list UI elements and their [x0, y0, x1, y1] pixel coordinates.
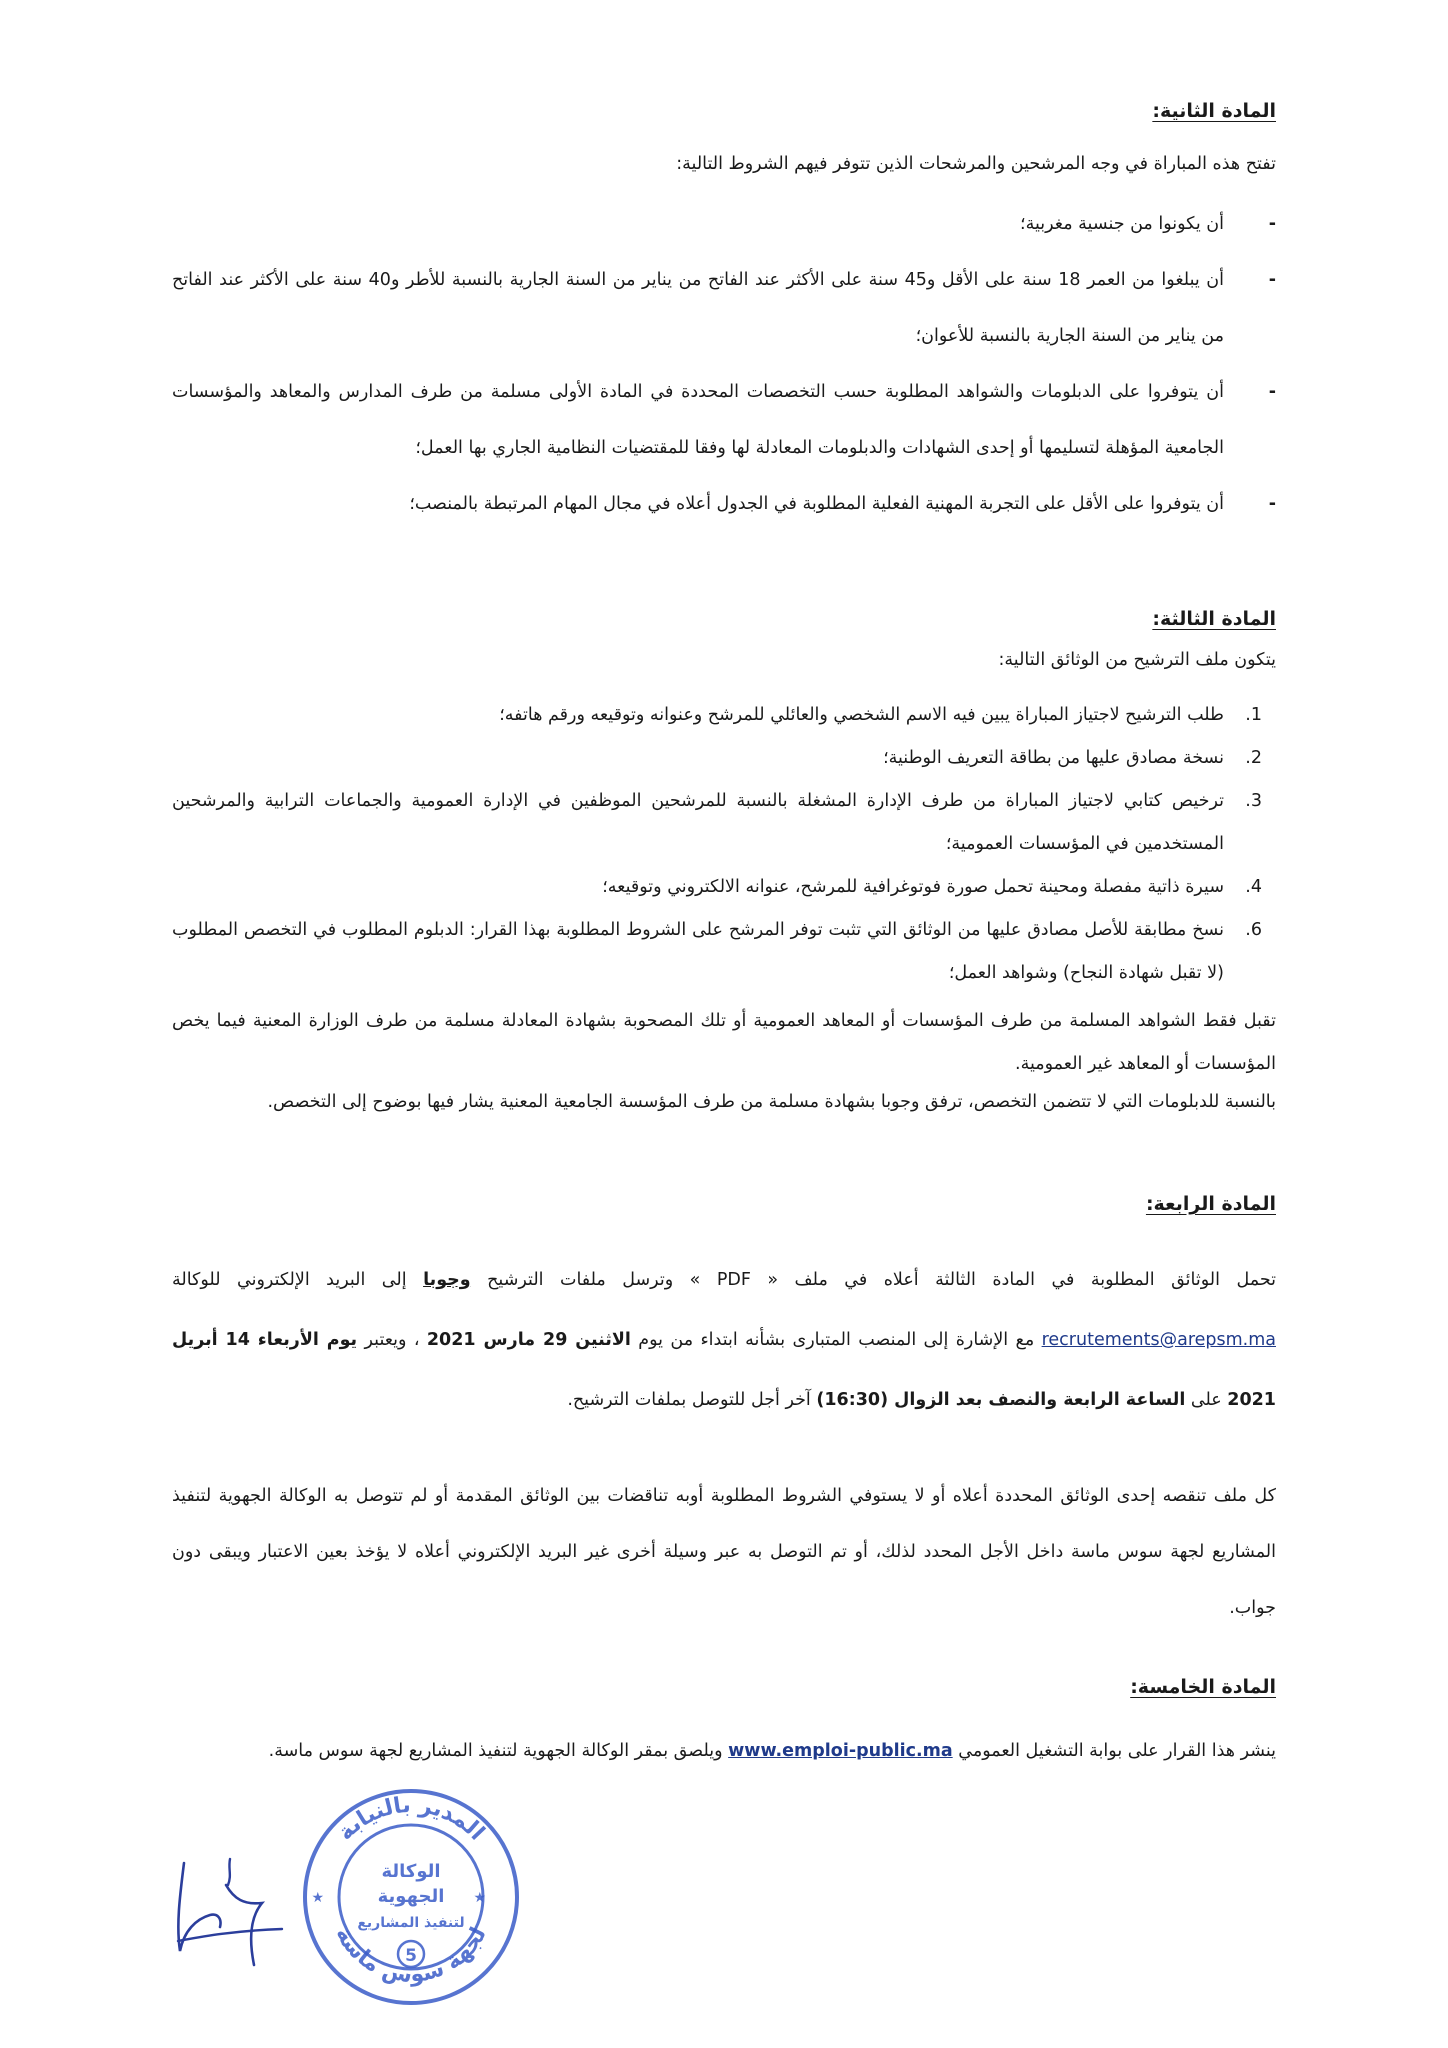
article-5-body: ينشر هذا القرار على بوابة التشغيل العمومي www.emploi-public.ma ويلصق بمقر الوكالة الجهوية لتنفيذ المشاريع لجهة سوس ماسة.: [268, 1741, 1276, 1761]
svg-text:5: 5: [405, 1946, 417, 1966]
svg-text:★: ★: [473, 1890, 486, 1906]
article-4-rejection: كل ملف تنقصه إحدى الوثائق المحددة أعلاه أو لا يستوفي الشروط المطلوبة أوبه تناقضات بين الوثائق المقدمة أو لم تتوصل به الوكالة الجهوية لتنفيذ المشاريع لجهة سوس ماسة داخل الأجل المحدد لذلك، أو تم التوصل به عبر وسيلة أخرى غير البريد الإلكتروني أعلاه لا يؤخذ بعين الاعتبار ويبقى دون جواب.: [172, 1486, 1276, 1618]
handwritten-signature: [170, 1855, 290, 1970]
article-2-title: المادة الثانية:: [1152, 100, 1276, 122]
condition-item: - أن يكونوا من جنسية مغربية؛: [172, 196, 1276, 252]
end-date: يوم الأربعاء 14 أبريل 2021: [172, 1330, 1276, 1410]
document-item: 2. نسخة مصادق عليها من بطاقة التعريف الوطنية؛: [883, 748, 1262, 768]
svg-text:★: ★: [311, 1890, 324, 1906]
svg-text:الجهوية: الجهوية: [377, 1886, 445, 1907]
document-item: 4. سيرة ذاتية مفصلة ومحينة تحمل صورة فوتوغرافية للمرشح، عنوانه الالكتروني وتوقيعه؛: [602, 877, 1262, 897]
svg-text:لجهة سوس ماسة: لجهة سوس ماسة: [330, 1923, 492, 1989]
condition-item: - أن يتوفروا على الأقل على التجربة المهنية الفعلية المطلوبة في الجدول أعلاه في مجال المهام المرتبطة بالمنصب؛: [172, 476, 1276, 532]
agency-stamp: [296, 1782, 526, 2012]
document-item: 6. نسخ مطابقة للأصل مصادق عليها من الوثائق التي تثبت توفر المرشح على الشروط المطلوبة بهذا القرار: الدبلوم المطلوب في التخصص المطلوب (لا تقبل شهادة النجاح) وشواهد العمل؛: [172, 920, 1262, 983]
condition-item: - أن يتوفروا على الدبلومات والشواهد المطلوبة حسب التخصصات المحددة في المادة الأولى مسلمة من طرف المدارس والمعاهد والمؤسسات الجامعية المؤهلة لتسليمها أو إحدى الشهادات والدبلومات المعادلة لها وفقا للمقتضيات النظامية الجاري بها العمل؛: [172, 364, 1276, 476]
svg-text:لتنفيذ المشاريع: لتنفيذ المشاريع: [357, 1915, 465, 1931]
article-5-title: المادة الخامسة:: [1130, 1676, 1276, 1698]
article-4-body: تحمل الوثائق المطلوبة في المادة الثالثة أعلاه في ملف « PDF » وترسل ملفات الترشيح وجوبا إلى البريد الإلكتروني للوكالة recrutements@arepsm.ma مع الإشارة إلى المنصب المتبارى بشأنه ابتداء من يوم الاثنين 29 مارس 2021 ، ويعتبر يوم الأربعاء 14 أبريل 2021 على الساعة الرابعة والنصف بعد الزوال (16:30) آخر أجل للتوصل بملفات الترشيح.: [172, 1270, 1276, 1410]
article-2-intro: تفتح هذه المباراة في وجه المرشحين والمرشحات الذين تتوفر فيهم الشروط التالية:: [676, 154, 1276, 174]
article-3-title: المادة الثالثة:: [1152, 608, 1276, 630]
svg-text:المدير بالنيابة: المدير بالنيابة: [333, 1792, 490, 1846]
article-3-note-specialty: بالنسبة للدبلومات التي لا تتضمن التخصص، ترفق وجوبا بشهادة مسلمة من طرف المؤسسة الجامعية المعنية يشار فيها بوضوح إلى التخصص.: [267, 1092, 1276, 1112]
document-item: 1. طلب الترشيح لاجتياز المباراة يبين فيه الاسم الشخصي والعائلي للمرشح وعنوانه وتوقيعه ورقم هاتفه؛: [499, 705, 1262, 725]
agency-email-link[interactable]: recrutements@arepsm.ma: [1041, 1330, 1276, 1350]
article-3-note-certificates: تقبل فقط الشواهد المسلمة من طرف المؤسسات أو المعاهد العمومية أو تلك المصحوبة بشهادة المعادلة مسلمة من طرف الوزارة المعنية فيما يخص المؤسسات أو المعاهد غير العمومية.: [172, 1011, 1276, 1074]
condition-item: - أن يبلغوا من العمر 18 سنة على الأقل و45 سنة على الأكثر عند الفاتح من يناير من السنة الجارية بالنسبة للأطر و40 سنة على الأكثر عند الفاتح من يناير من السنة الجارية بالنسبة للأعوان؛: [172, 252, 1276, 364]
emploi-public-link[interactable]: www.emploi-public.ma: [728, 1741, 953, 1761]
document-item: 3. ترخيص كتابي لاجتياز المباراة من طرف الإدارة المشغلة بالنسبة للمرشحين الموظفين في الإدارة العمومية والجماعات الترابية والمرشحين المستخدمين في المؤسسات العمومية؛: [172, 791, 1262, 854]
article-3-documents: [172, 694, 1276, 995]
svg-text:الوكالة: الوكالة: [381, 1861, 441, 1882]
start-date: الاثنين 29 مارس 2021: [426, 1330, 631, 1350]
article-3-intro: يتكون ملف الترشيح من الوثائق التالية:: [998, 650, 1276, 670]
article-4-title: المادة الرابعة:: [1145, 1193, 1276, 1215]
deadline-time: الساعة الرابعة والنصف بعد الزوال (16:30): [816, 1390, 1186, 1410]
article-2-conditions: [172, 196, 1276, 532]
